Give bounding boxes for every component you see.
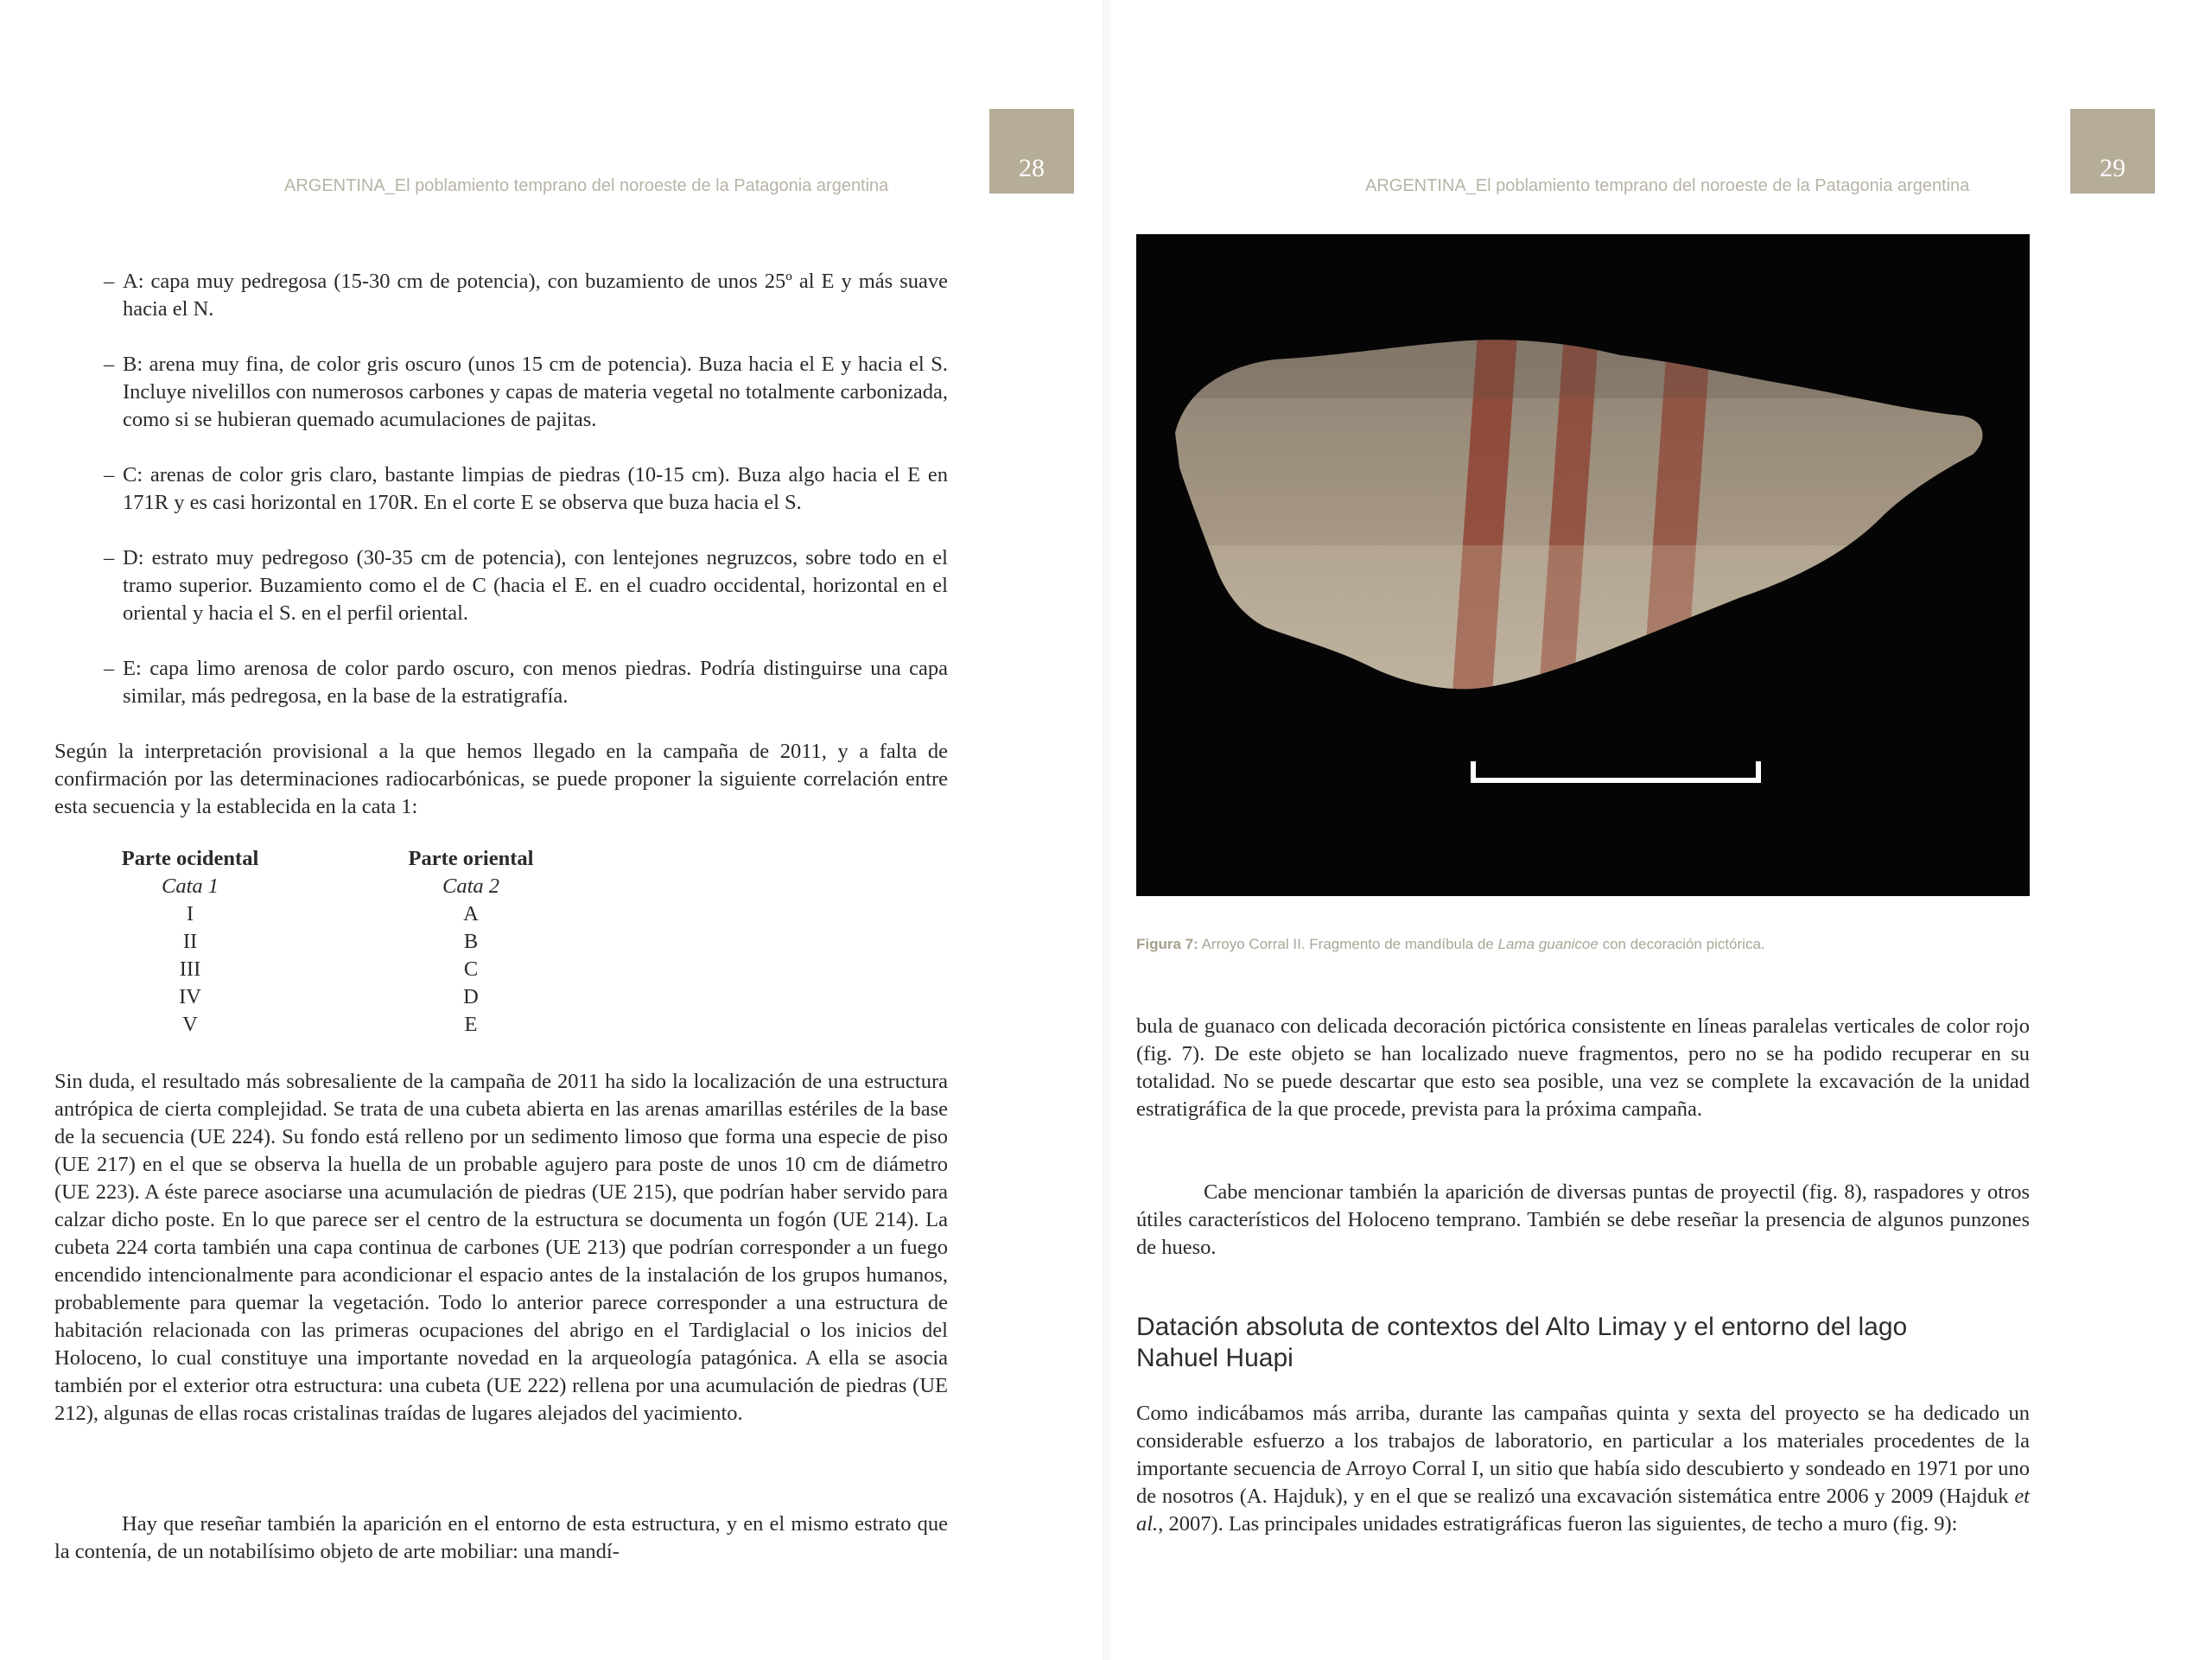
table-row	[95, 1011, 570, 1039]
figure-7-caption	[1136, 936, 2030, 953]
table-row	[95, 983, 570, 1011]
table-cell: III	[179, 957, 201, 981]
bullet-e	[104, 655, 948, 710]
paragraph-text: Hay que reseñar también la aparición en el entorno de esta estructura, y en el mismo estrato que la contenía, de un notabilísimo objeto de arte mobiliar: una mandí-	[54, 1512, 948, 1563]
correlation-table	[95, 845, 570, 1039]
caption-text-end: con decoración pictórica.	[1598, 936, 1765, 952]
paragraph-projectile-points	[1136, 1179, 2030, 1262]
caption-species: Lama guanicoe	[1497, 936, 1599, 952]
figure-7-photo	[1136, 234, 2030, 896]
bullet-a	[104, 268, 948, 323]
table-cell: D	[463, 985, 479, 1008]
table-cell: IV	[179, 985, 201, 1008]
figure-label: Figura 7:	[1136, 936, 1198, 952]
table-cell: C	[463, 957, 479, 981]
table-row	[95, 900, 570, 928]
table-cell: I	[186, 902, 194, 925]
paragraph-text: Sin duda, el resultado más sobresaliente de la campaña de 2011 ha sido la localización de una estructura antrópica de cierta complejidad. Se trata de una cubeta abierta en las arenas amarillas estériles de la base de la secuencia (UE 224). Su fondo está relleno por un sedimento limoso que forma una especie de piso (UE 217) en el que se observa la huella de un probable agujero para poste de unos 10 cm de diámetro (UE 223). A éste parece asociarse una acumulación de piedras (UE 215), que podrían haber servido para calzar dicho poste. En lo que parece ser el centro de la estructura se documenta un fogón (UE 214). La cubeta 224 corta también una capa continua de carbones (UE 213) que podrían corresponder a un fuego encendido intencionalmente para acondicionar el espacio antes de la instalación de los grupos humanos, probablemente para quemar la vegetación. Todo lo anterior parece corresponder a una estructura de habitación relacionada con las primeras ocupaciones del abrigo en el Tardiglacial o los inicios del Holoceno, lo cual constituye una importante novedad en la arqueología patagónica. A ella se asocia también por el exterior otra estructura: una cubeta (UE 222) rellena por una acumulación de piedras (UE 212), algunas de ellas rocas cristalinas traídas de lugares alejados del yacimiento.	[54, 1070, 948, 1425]
section-heading: Datación absoluta de contextos del Alto Limay y el entorno del lago Nahuel Huapi	[1136, 1313, 1908, 1372]
bullet-text: C: arenas de color gris claro, bastante limpias de piedras (10-15 cm). Buza algo hacia el E en 171R y es casi horizontal en 170R. En el corte E se observa que buza hacia el S.	[123, 463, 948, 514]
table-subheader: Cata 2	[442, 875, 500, 898]
paragraph-dating	[1136, 1400, 2030, 1538]
bullet-dash: –	[104, 270, 115, 293]
bullet-c	[104, 461, 948, 517]
paragraph-text-part: Como indicábamos más arriba, durante las campañas quinta y sexta del proyecto se ha dedicado un considerable esfuerzo a los trabajos de laboratorio, en particular a los materiales procedentes de la importante secuencia de Arroyo Corral I, un sitio que había sido descubierto y sondeado en 1971 por uno de nosotros (A. Hajduk), y en el que se realizó una excavación sistemática entre 2006 y 2009 (Hajduk	[1136, 1402, 2030, 1508]
table-subheader: Cata 1	[161, 875, 219, 898]
running-head-left: ARGENTINA_El poblamiento temprano del noroeste de la Patagonia argentina	[284, 176, 889, 195]
bullet-b	[104, 351, 948, 434]
bullet-dash: –	[104, 353, 115, 376]
bone-fragment-image	[1136, 234, 2030, 896]
bullet-dash: –	[104, 463, 115, 487]
page-number-28: 28	[989, 109, 1074, 194]
table-row	[95, 956, 570, 983]
bullet-d	[104, 544, 948, 627]
paragraph-art-object	[54, 1511, 948, 1566]
table-cell: B	[463, 930, 479, 953]
table-header: Parte ocidental	[121, 847, 259, 870]
table-header: Parte oriental	[408, 847, 534, 870]
bullet-dash: –	[104, 657, 115, 680]
bullet-text: A: capa muy pedregosa (15-30 cm de potencia), con buzamiento de unos 25º al E y más suave hacia el N.	[123, 270, 948, 321]
page-number-29: 29	[2070, 109, 2155, 194]
paragraph-text-part-end: , 2007). Las principales unidades estratigráficas fueron las siguientes, de techo a muro (fig. 9):	[1158, 1512, 1958, 1536]
bullet-dash: –	[104, 546, 115, 569]
table-cell: A	[463, 902, 479, 925]
caption-text: Arroyo Corral II. Fragmento de mandíbula de	[1198, 936, 1498, 952]
table-header-row	[95, 845, 570, 873]
paragraph-text	[1136, 1400, 2030, 1538]
paragraph-guanaco	[1136, 1013, 2030, 1123]
table-row	[95, 928, 570, 956]
table-cell: E	[464, 1013, 478, 1036]
paragraph-text: bula de guanaco con delicada decoración pictórica consistente en líneas paralelas verticales de color rojo (fig. 7). De este objeto se han localizado nueve fragmentos, pero no se ha podido recuperar en su totalidad. No se puede descartar que esto sea posible, una vez se complete la excavación de la unidad estratigráfica de la que procede, prevista para la próxima campaña.	[1136, 1014, 2030, 1121]
table-subheader-row	[95, 873, 570, 900]
bullet-text: B: arena muy fina, de color gris oscuro (unos 15 cm de potencia). Buza hacia el E y hacia el S. Incluye nivelillos con numerosos carbones y capas de materia vegetal no totalmente carbonizada, como si se hubieran quemado acumulaciones de pajitas.	[123, 353, 948, 431]
paragraph-text: Cabe mencionar también la aparición de diversas puntas de proyectil (fig. 8), raspadores y otros útiles característicos del Holoceno temprano. También se debe reseñar la presencia de algunos punzones de hueso.	[1136, 1180, 2030, 1259]
bullet-text: D: estrato muy pedregoso (30-35 cm de potencia), con lentejones negruzcos, sobre todo en el tramo superior. Buzamiento como el de C (hacia el E. en el cuadro occidental, horizontal en el oriental y hacia el S. en el perfil oriental.	[123, 546, 948, 625]
paragraph-structure	[54, 1068, 948, 1428]
table-cell: V	[182, 1013, 198, 1036]
scale-bar	[1473, 761, 1758, 780]
bullet-text: E: capa limo arenosa de color pardo oscuro, con menos piedras. Podría distinguirse una capa similar, más pedregosa, en la base de la estratigrafía.	[123, 657, 948, 708]
paragraph-etal: et al.	[1136, 1485, 2030, 1536]
paragraph-text: Según la interpretación provisional a la que hemos llegado en la campaña de 2011, y a falta de confirmación por las determinaciones radiocarbónicas, se puede proponer la siguiente correlación entre esta secuencia y la establecida en la cata 1:	[54, 740, 948, 818]
table-cell: II	[182, 930, 198, 953]
running-head-right: ARGENTINA_El poblamiento temprano del noroeste de la Patagonia argentina	[1365, 176, 1970, 195]
paragraph-correlation	[54, 738, 948, 821]
